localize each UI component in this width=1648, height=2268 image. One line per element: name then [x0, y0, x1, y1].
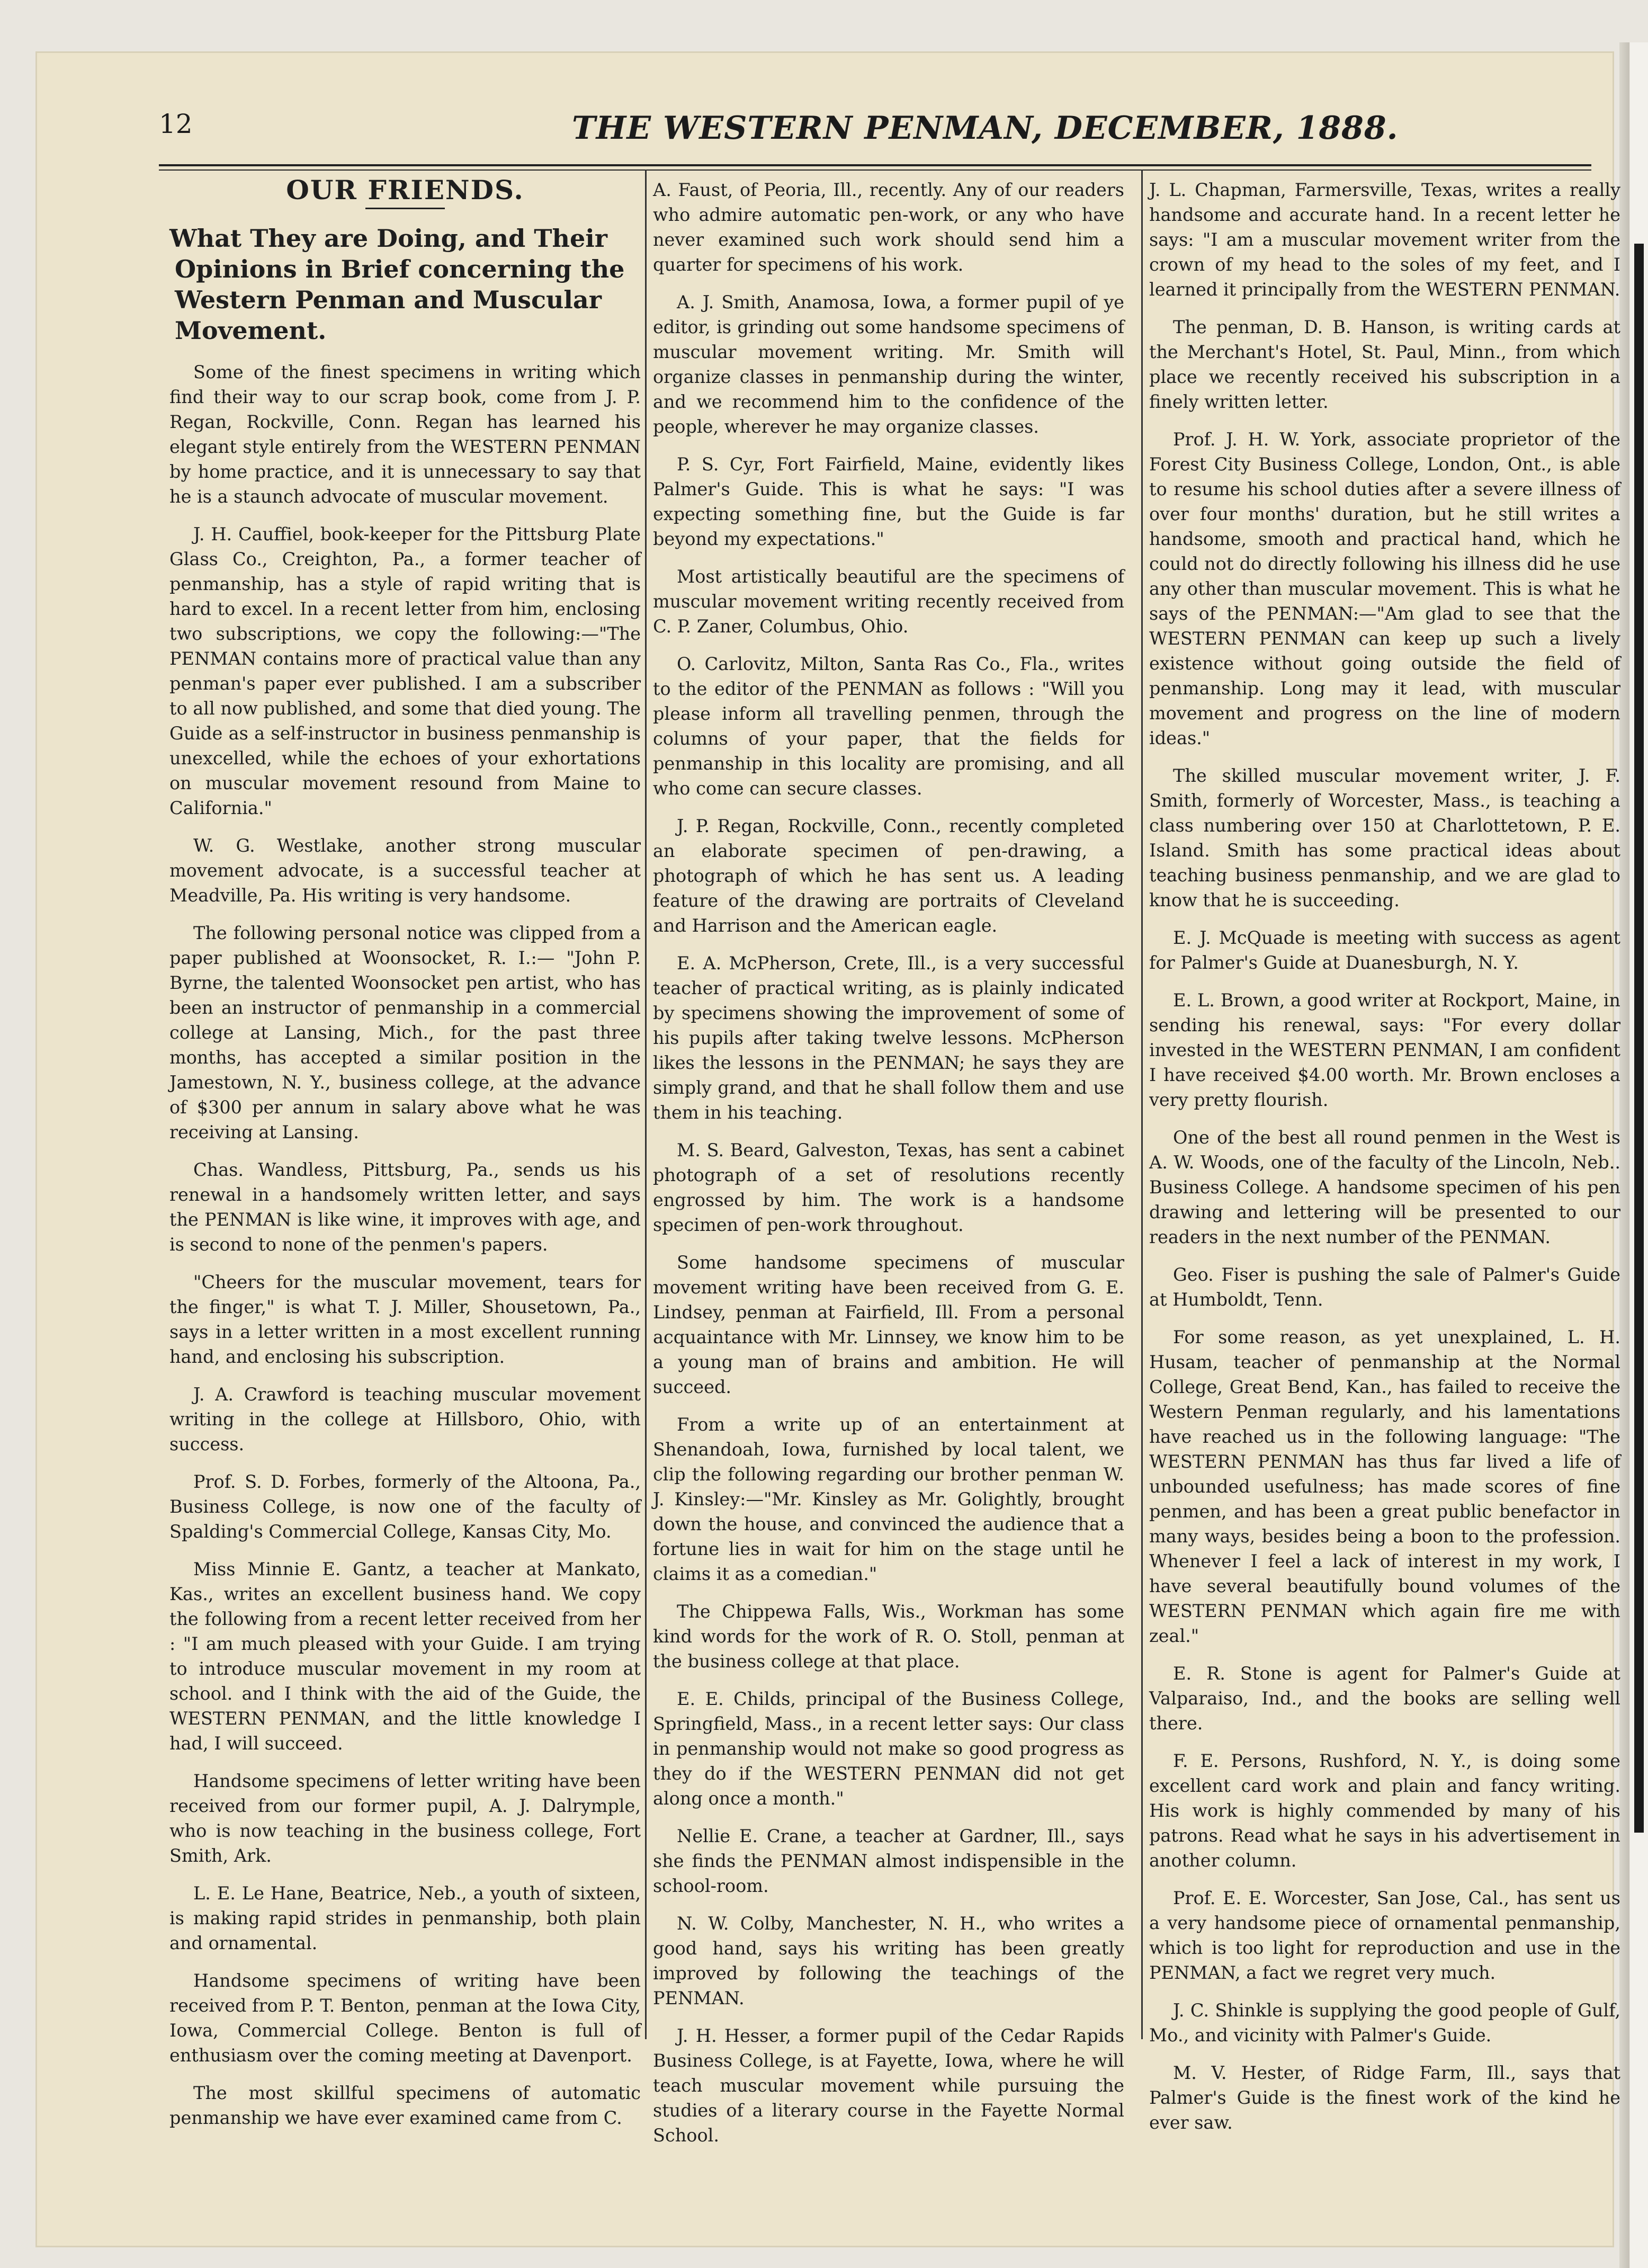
- paragraph: Miss Minnie E. Gantz, a teacher at Mankato, Kas., writes an excellent business hand. We copy the following from a recent letter received from her : "I am much pleased with your Guide. I am trying to introduce muscular movement in my room at school. and I think with the aid of the Guide, the WESTERN PENMAN, and the little knowledge I had, I will succeed.: [169, 1559, 641, 1754]
- column-1-body: [169, 360, 641, 2130]
- paragraph: From a write up of an entertainment at Shenandoah, Iowa, furnished by local talent, we clip the following regarding our brother penman W. J. Kinsley:—"Mr. Kinsley as Mr. Golightly, brought down the house, and convinced the audience that a fortune lies in wait for him on the stage until he claims it as a comedian.": [653, 1414, 1124, 1584]
- page-number: 12: [159, 109, 193, 139]
- paragraph: W. G. Westlake, another strong muscular movement advocate, is a successful teacher at Meadville, Pa. His writing is very handsome.: [169, 835, 641, 906]
- paragraph: Some handsome specimens of muscular movement writing have been received from G. E. Lindsey, penman at Fairfield, Ill. From a personal acquaintance with Mr. Linnsey, we know him to be a young man of brains and ambition. He will succeed.: [653, 1252, 1124, 1397]
- column-3: [1149, 177, 1620, 2148]
- paragraph: The most skillful specimens of automatic penmanship we have ever examined came from C.: [169, 2083, 641, 2128]
- paragraph: J. L. Chapman, Farmersville, Texas, writes a really handsome and accurate hand. In a recent letter he says: "I am a muscular movement writer from the crown of my head to the soles of my feet, and I learned it principally from the WESTERN PENMAN.: [1149, 180, 1620, 300]
- heading-rule: [365, 208, 445, 209]
- column-3-body: [1149, 177, 1620, 2135]
- paragraph: The skilled muscular movement writer, J. F. Smith, formerly of Worcester, Mass., is teaching a class numbering over 150 at Charlottetown, P. E. Island. Smith has some practical ideas about teaching business penmanship, and we are glad to know that he is succeeding.: [1149, 765, 1620, 910]
- paragraph: J. C. Shinkle is supplying the good people of Gulf, Mo., and vicinity with Palmer's Guide.: [1149, 2000, 1620, 2046]
- paragraph: The following personal notice was clipped from a paper published at Woonsocket, R. I.:— "John P. Byrne, the talented Woonsocket pen artist, who has been an instructor of penmanship in a commercial college at Lansing, Mich., for the past three months, has accepted a similar position in the Jamestown, N. Y., business college, at the advance of $300 per annum in salary above what he was receiving at Lansing.: [169, 923, 641, 1142]
- paragraph: N. W. Colby, Manchester, N. H., who writes a good hand, says his writing has been greatly improved by following the teachings of the PENMAN.: [653, 1913, 1124, 2008]
- column-divider: [645, 169, 647, 2039]
- paragraph: "Cheers for the muscular movement, tears for the finger," is what T. J. Miller, Shousetown, Pa., says in a letter written in a most excellent running hand, and enclosing his subscription.: [169, 1272, 641, 1367]
- paragraph: Prof. S. D. Forbes, formerly of the Altoona, Pa., Business College, is now one of the faculty of Spalding's Commercial College, Kansas City, Mo.: [169, 1471, 641, 1542]
- paragraph: M. V. Hester, of Ridge Farm, Ill., says that Palmer's Guide is the finest work of the kind he ever saw.: [1149, 2062, 1620, 2133]
- paragraph: J. P. Regan, Rockville, Conn., recently completed an elaborate specimen of pen-drawing, a photograph of which he has sent us. A leading feature of the drawing are portraits of Cleveland and Harrison and the American eagle.: [653, 816, 1124, 936]
- column-1: [169, 174, 641, 2143]
- paragraph: Most artistically beautiful are the specimens of muscular movement writing recently received from C. P. Zaner, Columbus, Ohio.: [653, 566, 1124, 637]
- section-subheading: What They are Doing, and Their Opinions in Brief concerning the Western Penman and Muscular Movement.: [169, 224, 625, 345]
- paragraph: The penman, D. B. Hanson, is writing cards at the Merchant's Hotel, St. Paul, Minn., from which place we recently received his subscription in a finely written letter.: [1149, 317, 1620, 412]
- column-divider: [1141, 169, 1143, 2039]
- paragraph: L. E. Le Hane, Beatrice, Neb., a youth of sixteen, is making rapid strides in penmanship, both plain and ornamental.: [169, 1883, 641, 1953]
- paragraph: Prof. J. H. W. York, associate proprietor of the Forest City Business College, London, Ont., is able to resume his school duties after a severe illness of over four months' duration, but he still writes a handsome, smooth and practical hand, which he could not do directly following his illness did he use any other than muscular movement. This is what he says of the PENMAN:—"Am glad to see that the WESTERN PENMAN can keep up such a lively existence without going outside the field of penmanship. Long may it lead, with muscular movement and progress on the line of modern ideas.": [1149, 429, 1620, 748]
- paragraph: P. S. Cyr, Fort Fairfield, Maine, evidently likes Palmer's Guide. This is what he says: "I was expecting something fine, but the Guide is far beyond my expectations.": [653, 454, 1124, 549]
- binding-shadow: [1634, 244, 1644, 1833]
- header-rule: [159, 164, 1591, 166]
- column-2-body: [653, 177, 1124, 2148]
- paragraph: Handsome specimens of letter writing have been received from our former pupil, A. J. Dalrymple, who is now teaching in the business college, Fort Smith, Ark.: [169, 1771, 641, 1866]
- masthead: THE WESTERN PENMAN, DECEMBER, 1888.: [572, 110, 1399, 147]
- page-header: [159, 109, 1589, 156]
- paragraph: E. R. Stone is agent for Palmer's Guide at Valparaiso, Ind., and the books are selling well there.: [1149, 1663, 1620, 1734]
- paragraph: Handsome specimens of writing have been received from P. T. Benton, penman at the Iowa City, Iowa, Commercial College. Benton is full of enthusiasm over the coming meeting at Davenport.: [169, 1970, 641, 2066]
- paragraph: J. A. Crawford is teaching muscular movement writing in the college at Hillsboro, Ohio, with success.: [169, 1384, 641, 1454]
- column-2: [653, 177, 1124, 2160]
- paragraph: One of the best all round penmen in the West is A. W. Woods, one of the faculty of the Lincoln, Neb.. Business College. A handsome specimen of his pen drawing and lettering will be presented to our readers in the next number of the PENMAN.: [1149, 1127, 1620, 1247]
- section-heading: OUR FRIENDS.: [286, 174, 524, 206]
- paragraph: E. L. Brown, a good writer at Rockport, Maine, in sending his renewal, says: "For every dollar invested in the WESTERN PENMAN, I am confident I have received $4.00 worth. Mr. Brown encloses a very pretty flourish.: [1149, 990, 1620, 1110]
- paragraph: J. H. Hesser, a former pupil of the Cedar Rapids Business College, is at Fayette, Iowa, where he will teach muscular movement while pursuing the studies of a literary course in the Fayette Normal School.: [653, 2025, 1124, 2146]
- paragraph: A. J. Smith, Anamosa, Iowa, a former pupil of ye editor, is grinding out some handsome specimens of muscular movement writing. Mr. Smith will organize classes in penmanship during the winter, and we recommend him to the confidence of the people, wherever he may organize classes.: [653, 292, 1124, 437]
- paragraph: Nellie E. Crane, a teacher at Gardner, Ill., says she finds the PENMAN almost indispensible in the school-room.: [653, 1826, 1124, 1896]
- paragraph: The Chippewa Falls, Wis., Workman has some kind words for the work of R. O. Stoll, penman at the business college at that place.: [653, 1601, 1124, 1672]
- page-edge: [1619, 42, 1648, 2268]
- paragraph: F. E. Persons, Rushford, N. Y., is doing some excellent card work and plain and fancy writing. His work is highly commended by many of his patrons. Read what he says in his advertisement in another column.: [1149, 1751, 1620, 1871]
- paragraph: Chas. Wandless, Pittsburg, Pa., sends us his renewal in a handsomely written letter, and says the PENMAN is like wine, it improves with age, and is second to none of the penmen's papers.: [169, 1159, 641, 1255]
- paragraph: E. E. Childs, principal of the Business College, Springfield, Mass., in a recent letter says: Our class in penmanship would not make so good progress as they do if the WESTERN PENMAN did not get along once a month.": [653, 1689, 1124, 1809]
- paragraph: E. J. McQuade is meeting with success as agent for Palmer's Guide at Duanesburgh, N. Y.: [1149, 927, 1620, 973]
- paragraph: Geo. Fiser is pushing the sale of Palmer's Guide at Humboldt, Tenn.: [1149, 1264, 1620, 1310]
- paragraph: M. S. Beard, Galveston, Texas, has sent a cabinet photograph of a set of resolutions recently engrossed by him. The work is a handsome specimen of pen-work throughout.: [653, 1140, 1124, 1235]
- paragraph: Prof. E. E. Worcester, San Jose, Cal., has sent us a very handsome piece of ornamental penmanship, which is too light for reproduction and use in the PENMAN, a fact we regret very much.: [1149, 1888, 1620, 1983]
- paragraph: Some of the finest specimens in writing which find their way to our scrap book, come from J. P. Regan, Rockville, Conn. Regan has learned his elegant style entirely from the WESTERN PENMAN by home practice, and it is unnecessary to say that he is a staunch advocate of muscular movement.: [169, 362, 641, 507]
- paragraph: A. Faust, of Peoria, Ill., recently. Any of our readers who admire automatic pen-work, or any who have never examined such work should send him a quarter for specimens of his work.: [653, 180, 1124, 275]
- paragraph: J. H. Cauffiel, book-keeper for the Pittsburg Plate Glass Co., Creighton, Pa., a former teacher of penmanship, has a style of rapid writing that is hard to excel. In a recent letter from him, enclosing two subscriptions, we copy the following:—"The PENMAN contains more of practical value than any penman's paper ever published. I am a subscriber to all now published, and some that died young. The Guide as a self-instructor in business penmanship is unexcelled, while the echoes of your exhortations on muscular movement resound from Maine to California.": [169, 524, 641, 818]
- paragraph: O. Carlovitz, Milton, Santa Ras Co., Fla., writes to the editor of the PENMAN as follows : "Will you please inform all travelling penmen, through the columns of your paper, that the fields for penmanship in this locality are promising, and all who come can secure classes.: [653, 654, 1124, 799]
- paragraph: For some reason, as yet unexplained, L. H. Husam, teacher of penmanship at the Normal College, Great Bend, Kan., has failed to receive the Western Penman regularly, and his lamentations have reached us in the following language: "The WESTERN PENMAN has thus far lived a life of unbounded usefulness; has made scores of fine penmen, and has been a great public benefactor in many ways, besides being a boon to the profession. Whenever I feel a lack of interest in my work, I have several beautifully bound volumes of the WESTERN PENMAN which again fire me with zeal.": [1149, 1327, 1620, 1646]
- header-rule-thin: [159, 169, 1591, 171]
- paragraph: E. A. McPherson, Crete, Ill., is a very successful teacher of practical writing, as is plainly indicated by specimens showing the improvement of some of his pupils after taking twelve lessons. McPherson likes the lessons in the PENMAN; he says they are simply grand, and that he shall follow them and use them in his teaching.: [653, 953, 1124, 1123]
